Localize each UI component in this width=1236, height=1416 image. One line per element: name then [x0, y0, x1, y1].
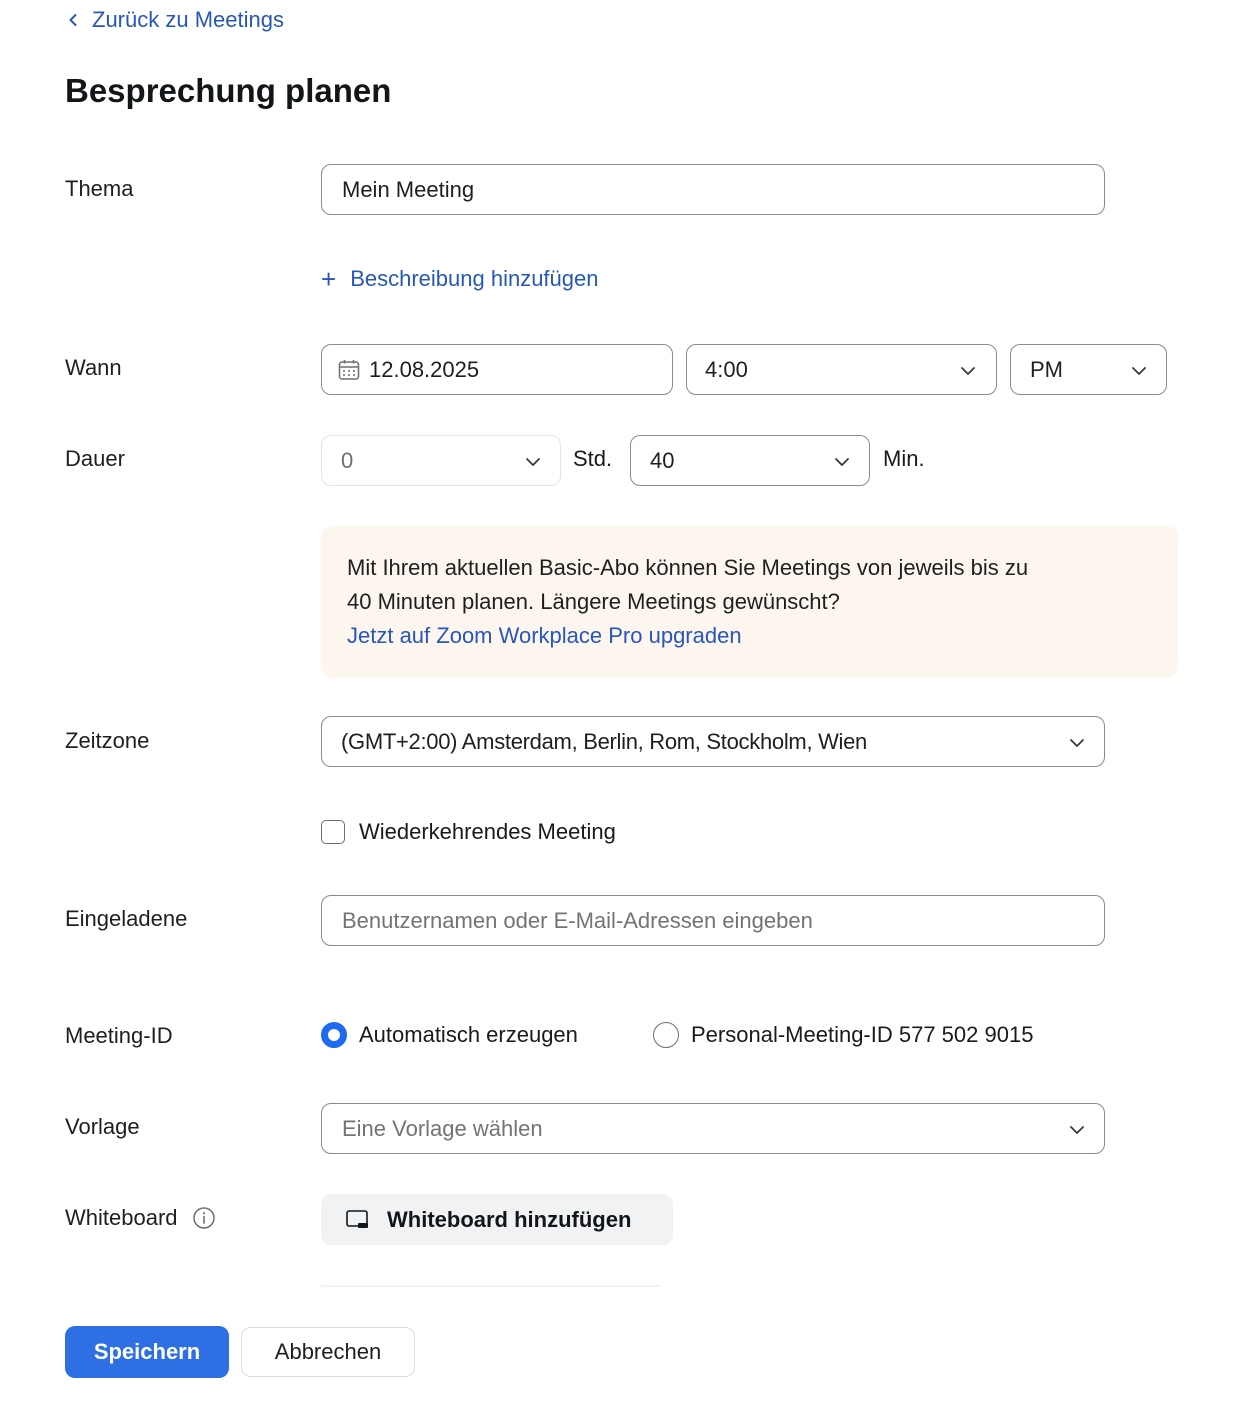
- when-label: Wann: [65, 355, 122, 380]
- chevron-down-icon: [1069, 738, 1085, 748]
- upgrade-link[interactable]: Jetzt auf Zoom Workplace Pro upgraden: [347, 623, 742, 648]
- add-whiteboard-label: Whiteboard hinzufügen: [387, 1206, 632, 1232]
- hours-unit: Std.: [573, 446, 613, 471]
- page-title: Besprechung planen: [65, 72, 392, 109]
- template-placeholder: Eine Vorlage wählen: [342, 1115, 543, 1141]
- invitees-label: Eingeladene: [65, 906, 188, 931]
- whiteboard-label: Whiteboard: [65, 1205, 178, 1230]
- invitees-placeholder: Benutzernamen oder E-Mail-Adressen eingeben: [342, 907, 813, 933]
- plan-limit-notice: [321, 526, 1178, 678]
- duration-label: Dauer: [65, 446, 125, 471]
- save-button[interactable]: Speichern: [65, 1326, 229, 1378]
- calendar-icon: [337, 358, 361, 382]
- chevron-down-icon: [1069, 1125, 1085, 1135]
- template-select[interactable]: [321, 1103, 1105, 1154]
- topic-input[interactable]: [321, 164, 1105, 215]
- duration-hours-select[interactable]: [321, 435, 561, 486]
- meeting-id-personal-label: Personal-Meeting-ID 577 502 9015: [691, 1022, 1034, 1047]
- meeting-id-auto-label: Automatisch erzeugen: [359, 1022, 578, 1047]
- date-picker[interactable]: [321, 344, 673, 395]
- recurring-option[interactable]: [321, 819, 616, 845]
- cancel-button[interactable]: Abbrechen: [241, 1327, 415, 1377]
- topic-value: Mein Meeting: [342, 176, 475, 202]
- minutes-unit: Min.: [883, 446, 925, 471]
- time-value: 4:00: [705, 356, 748, 382]
- meeting-id-option-personal[interactable]: [653, 1022, 1033, 1048]
- meeting-id-personal-radio[interactable]: [653, 1022, 679, 1048]
- template-label: Vorlage: [65, 1114, 140, 1139]
- meeting-id-label: Meeting-ID: [65, 1023, 173, 1048]
- chevron-down-icon: [1131, 366, 1147, 376]
- chevron-down-icon: [834, 457, 850, 467]
- chevron-down-icon: [960, 366, 976, 376]
- duration-minutes-value: 40: [650, 447, 675, 473]
- topic-label: Thema: [65, 176, 134, 201]
- whiteboard-label-row: [65, 1205, 216, 1231]
- back-to-meetings-link[interactable]: [66, 4, 284, 36]
- add-description-label: Beschreibung hinzufügen: [350, 266, 599, 291]
- time-select[interactable]: [686, 344, 997, 395]
- timezone-label: Zeitzone: [65, 728, 150, 753]
- duration-hours-value: 0: [341, 447, 354, 473]
- recurring-label: Wiederkehrendes Meeting: [359, 819, 616, 844]
- recurring-checkbox[interactable]: [321, 820, 345, 844]
- chevron-left-icon: [66, 13, 80, 27]
- invitees-input[interactable]: [321, 895, 1105, 946]
- add-description-link[interactable]: [321, 266, 598, 292]
- plus-icon: +: [321, 264, 337, 294]
- duration-minutes-select[interactable]: [630, 435, 870, 486]
- add-whiteboard-button[interactable]: [321, 1194, 673, 1245]
- meeting-id-auto-radio[interactable]: [321, 1022, 347, 1048]
- ampm-select[interactable]: [1010, 344, 1167, 395]
- notice-line-2: 40 Minuten planen. Längere Meetings gewünscht?: [347, 589, 840, 614]
- whiteboard-icon: [345, 1208, 371, 1232]
- notice-line-1: Mit Ihrem aktuellen Basic-Abo können Sie Meetings von jeweils bis zu: [347, 555, 1029, 580]
- timezone-value: (GMT+2:00) Amsterdam, Berlin, Rom, Stockholm, Wien: [341, 728, 867, 754]
- meeting-id-option-auto[interactable]: [321, 1022, 578, 1048]
- info-icon[interactable]: [192, 1206, 216, 1230]
- back-link-label: Zurück zu Meetings: [92, 7, 284, 32]
- divider: [321, 1285, 661, 1287]
- timezone-select[interactable]: [321, 716, 1105, 767]
- date-value: 12.08.2025: [369, 356, 480, 382]
- ampm-value: PM: [1030, 356, 1063, 382]
- chevron-down-icon: [525, 457, 541, 467]
